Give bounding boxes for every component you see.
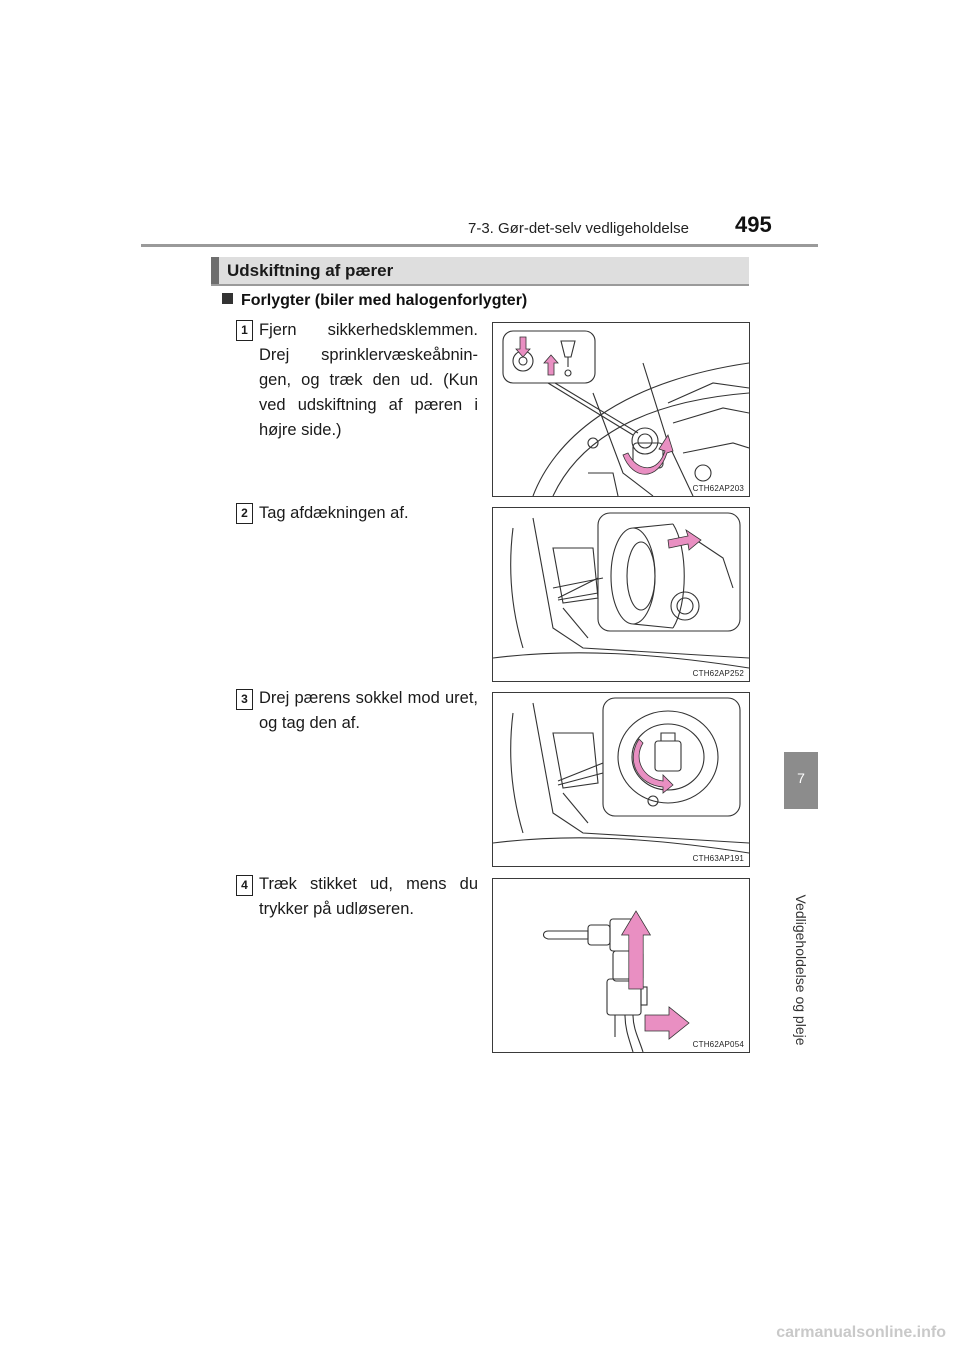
section-title: Udskiftning af pærer [227,261,394,280]
watermark: carmanualsonline.info [776,1324,946,1341]
step-number-3: 3 [236,689,253,710]
bulb-socket-illustration [493,693,749,866]
section-bar-accent [211,257,219,285]
header-rule [141,244,818,247]
step-text-4: Træk stikket ud, mens du trykker på udløseren. [259,875,478,918]
step-text-1: Fjern sikkerhedsklemmen. Drej sprinklervæskeåbnin-gen, og træk den ud. (Kun ved udskiftning af pæren i højre side.) [259,321,478,439]
section-rule [211,284,749,286]
subheading-text: Forlygter (biler med halogenforlygter) [241,292,528,309]
section-title-bar [211,257,749,285]
step-number-4: 4 [236,875,253,896]
figure-code-3: CTH63AP191 [692,854,744,863]
step-text-3: Drej pærens sokkel mod uret, og tag den af. [259,689,478,732]
figure-code-4: CTH62AP054 [692,1040,744,1049]
chapter-label: Vedligeholdelse og pleje [793,894,809,1046]
chapter-number: 7 [797,770,805,786]
figure-step-3 [492,692,750,867]
bulb-connector-illustration [493,879,749,1052]
running-header: 7-3. Gør-det-selv vedligeholdelse [468,220,689,237]
figure-step-2 [492,507,750,682]
svg-text:.: . [495,323,496,324]
engine-bay-clip-illustration [493,323,749,496]
step-text-2: Tag afdækningen af. [259,504,409,522]
step-number-2: 2 [236,503,253,524]
step-number-1: 1 [236,320,253,341]
page-number: 495 [735,212,772,237]
square-bullet-icon [222,293,233,304]
chapter-tab[interactable] [784,752,818,809]
figure-step-1 [492,322,750,497]
subheading [222,292,527,310]
figure-code-2: CTH62AP252 [692,669,744,678]
headlamp-cover-illustration [493,508,749,681]
figure-step-4 [492,878,750,1053]
figure-code-1: CTH62AP203 [692,484,744,493]
